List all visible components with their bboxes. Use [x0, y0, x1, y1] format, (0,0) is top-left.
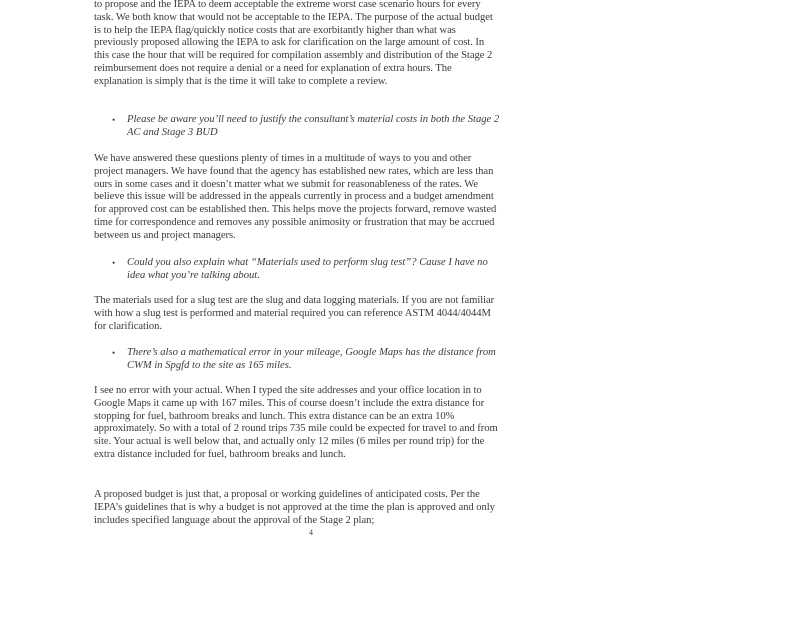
- paragraph-5: A proposed budget is just that, a proposal or working guidelines of anticipated costs. Per the IEPA’s guidelines that is why a budget is not approved at the time the plan is approved and only includes specified language about the approval of the Stage 2 plan;: [94, 489, 495, 526]
- bullet-text-2: Could you also explain what “Materials used to perform slug test”? Cause I have no idea what you’re talking about.: [127, 257, 488, 281]
- bullet-icon: •: [112, 258, 116, 268]
- bullet-icon: •: [112, 348, 116, 358]
- bullet-item-2: [112, 257, 502, 283]
- bullet-text-3: There’s also a mathematical error in your mileage, Google Maps has the distance from CWM in Spgfd to the site as 165 miles.: [127, 347, 496, 371]
- paragraph-4: I see no error with your actual. When I typed the site addresses and your office location in to Google Maps it came up with 167 miles. This of course doesn’t include the extra distance for stopping for fuel, bathroom breaks and lunch. This extra distance can be an extra 10% approximately. So with a total of 2 round trips 735 mile could be expected for travel to and from site. Your actual is well below that, and actually only 12 miles (6 miles per round trip) for the extra distance included for fuel, bathroom breaks and lunch.: [94, 385, 498, 460]
- paragraph-2: We have answered these questions plenty of times in a multitude of ways to you and other project managers. We have found that the agency has established new rates, which are less than ours in some cases and it doesn’t matter what we submit for reasonableness of the rates. We believe this issue will be addressed in the appeals currently in process and a budget amendment for approved cost can be established then. This helps move the projects forward, remove wasted time for correspondence and removes any possible animosity or frustration that may be accrued between us and project managers.: [94, 153, 497, 241]
- bullet-icon: •: [112, 115, 116, 125]
- bullet-item-1: [112, 114, 502, 140]
- bullet-item-3: [112, 347, 502, 373]
- bullet-text-1: Please be aware you’ll need to justify the consultant’s material costs in both the Stage 2 AC and Stage 3 BUD: [127, 114, 500, 138]
- paragraph-1: to propose and the IEPA to deem acceptable the extreme worst case scenario hours for every task. We both know that would not be acceptable to the IEPA. The purpose of the actual budget is to help the IEPA flag/quickly notice costs that are exorbitantly higher than what was previously proposed allowing the IEPA to ask for clarification on the large amount of cost. In this case the hour that will be required for compilation assembly and distribution of the Stage 2 reimbursement does not require a denial or a need for explanation of extra hours. The explanation is simply that is the time it will take to complete a review.: [94, 0, 493, 87]
- paragraph-3: The materials used for a slug test are the slug and data logging materials. If you are not familiar with how a slug test is performed and material required you can reference ASTM 4044/4044M for clarification.: [94, 295, 495, 332]
- page-number: 4: [309, 528, 313, 537]
